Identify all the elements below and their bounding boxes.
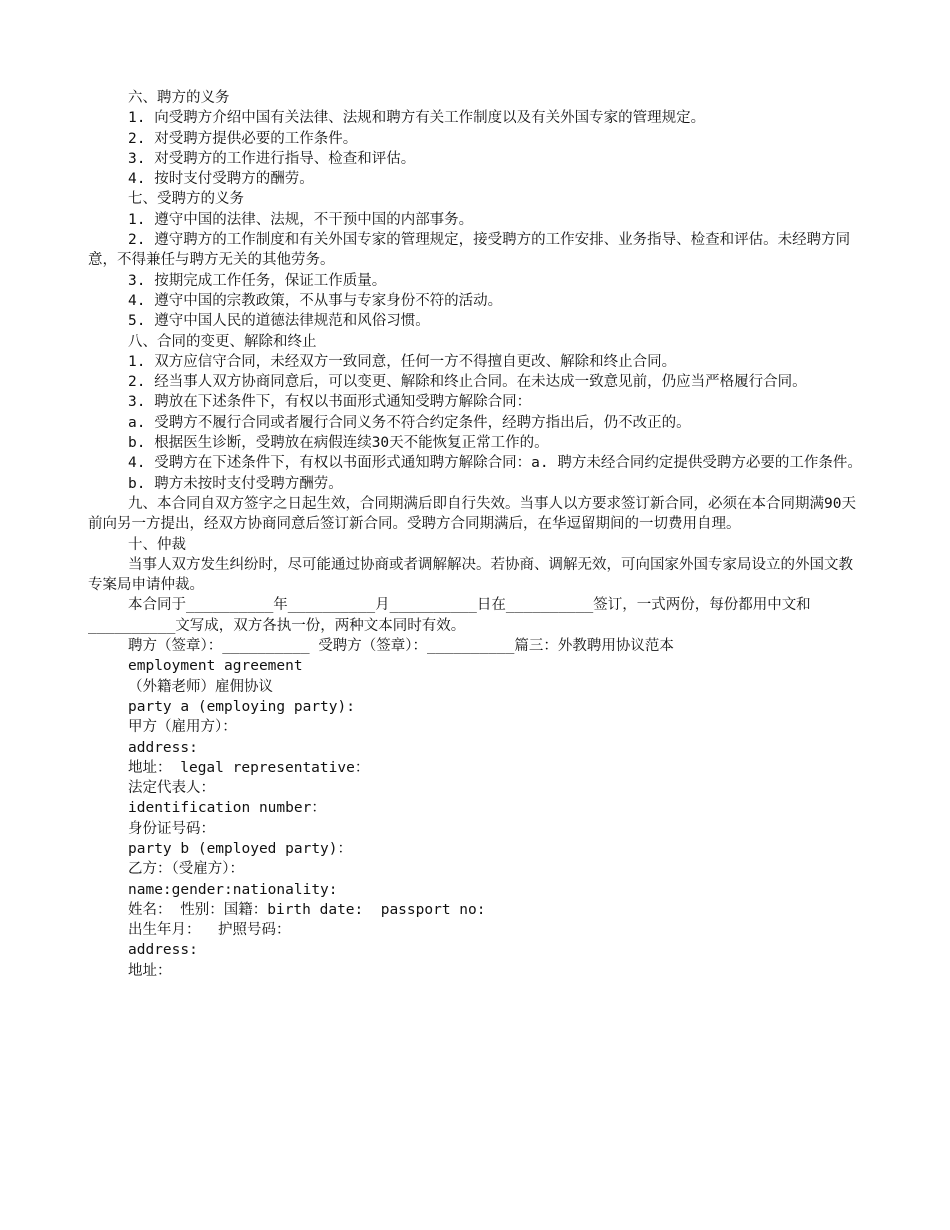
document-line: 2. 对受聘方提供必要的工作条件。 [128, 130, 358, 147]
document-line: 七、受聘方的义务 [128, 191, 244, 208]
document-line: 1. 向受聘方介绍中国有关法律、法规和聘方有关工作制度以及有关外国专家的管理规定。 [128, 110, 706, 127]
document-line: 法定代表人： [128, 780, 215, 797]
document-line: 5. 遵守中国人民的道德法律规范和风俗习惯。 [128, 313, 430, 330]
document-line: 2. 遵守聘方的工作制度和有关外国专家的管理规定，接受聘方的工作安排、业务指导、检查和评估。未经聘方同意，不得兼任与聘方无关的其他劳务。 [88, 232, 851, 269]
document-line: 1. 遵守中国的法律、法规，不干预中国的内部事务。 [128, 211, 474, 228]
document-line: 地址： legal representative： [128, 759, 370, 776]
document-line: 本合同于__________年__________月__________日在__________签订，一式两份，每份都用中文和__________文写成，双方各执一份，两种文本同时有效。 [88, 597, 811, 634]
document-line: address: [128, 739, 198, 756]
document-line: a. 受聘方不履行合同或者履行合同义务不符合约定条件，经聘方指出后，仍不改正的。 [128, 414, 691, 431]
document-line: 4. 按时支付受聘方的酬劳。 [128, 171, 314, 188]
document-line: 2. 经当事人双方协商同意后，可以变更、解除和终止合同。在未达成一致意见前，仍应当严格履行合同。 [128, 374, 807, 391]
document-line: name:gender:nationality: [128, 881, 338, 898]
document-line: 聘方（签章）：__________ 受聘方（签章）：__________篇三：外教聘用协议范本 [128, 638, 674, 655]
document-line: 姓名： 性别：国籍：birth date: passport no: [128, 901, 486, 918]
document-line: 十、仲裁 [128, 536, 186, 553]
document-line: 八、合同的变更、解除和终止 [128, 333, 317, 350]
document-line: 1. 双方应信守合同，未经双方一致同意，任何一方不得擅自更改、解除和终止合同。 [128, 353, 677, 370]
document-line: b. 根据医生诊断，受聘放在病假连续30天不能恢复正常工作的。 [128, 435, 549, 452]
document-line: 出生年月： 护照号码： [128, 922, 291, 939]
document-line: 地址： [128, 962, 172, 979]
document-line: 3. 按期完成工作任务，保证工作质量。 [128, 272, 387, 289]
document-line: address: [128, 942, 198, 959]
document-line: 当事人双方发生纠纷时，尽可能通过协商或者调解解决。若协商、调解无效，可向国家外国专家局设立的外国文教专案局申请仲裁。 [88, 556, 853, 594]
document-line: 4. 遵守中国的宗教政策，不从事与专家身份不符的活动。 [128, 292, 503, 309]
document-line: party a (employing party): [128, 698, 355, 715]
document-line: 甲方（雇用方）： [128, 719, 237, 736]
document-line: 六、聘方的义务 [128, 90, 230, 106]
document-line: 3. 聘放在下述条件下，有权以书面形式通知受聘方解除合同： [128, 394, 532, 411]
document-line: employment agreement [128, 658, 303, 675]
document-line: identification number： [128, 800, 326, 817]
document-line: party b (employed party)： [128, 840, 353, 857]
document-line: 4. 受聘方在下述条件下，有权以书面形式通知聘方解除合同：a. 聘方未经合同约定提供受聘方必要的工作条件。 [128, 455, 862, 472]
document-line: 身份证号码： [128, 820, 215, 837]
document-line: 乙方：（受雇方）： [128, 861, 244, 878]
document-line: 3. 对受聘方的工作进行指导、检查和评估。 [128, 150, 416, 167]
document-line: b. 聘方未按时支付受聘方酬劳。 [128, 475, 343, 492]
document-line: （外籍老师）雇佣协议 [128, 678, 273, 695]
document-line: 九、本合同自双方签字之日起生效，合同期满后即自行失效。当事人以方要求签订新合同，必须在本合同期满90天前向另一方提出，经双方协商同意后签订新合同。受聘方合同期满后，在华逗留期间的一切费用自理。 [88, 495, 856, 533]
